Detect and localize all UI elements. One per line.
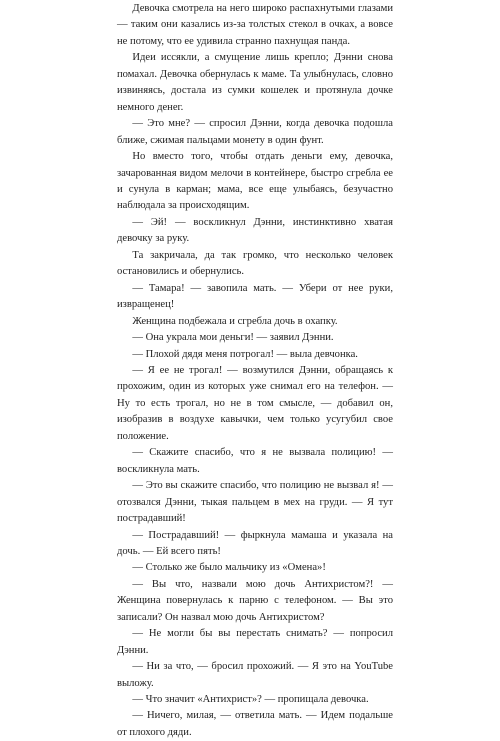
paragraph: — Ничего, милая, — ответила мать. — Идем подальше от плохого дяди. [117,710,393,738]
paragraph: — Это мне? — спросил Дэнни, когда девочка подошла ближе, сжимая пальцами монету в один фунт. [117,118,393,146]
paragraph: — Это вы скажите спасибо, что полицию не вызвал я! — отозвался Дэнни, тыкая пальцем в мех на груди. — Я тут пострадавший! [117,480,393,525]
paragraph: — Вы что, назвали мою дочь Антихристом?! — Женщина повернулась к парню с телефоном. — Вы это записали? Он назвал мою дочь Антихристом? [117,578,393,623]
paragraph: Женщина подбежала и сгребла дочь в охапку. [132,315,338,327]
paragraph: Идеи иссякли, а смущение лишь крепло; Дэнни снова помахал. Девочка обернулась к маме. Та улыбнулась, словно извиняясь, достала из сумки кошелек и протянула дочке немного денег. [117,52,393,113]
paragraph: — Пострадавший! — фыркнула мамаша и указала на дочь. — Ей всего пять! [117,529,393,557]
paragraph: — Скажите спасибо, что я не вызвала полицию! — воскликнула мать. [117,447,393,475]
paragraph: — Она украла мои деньги! — заявил Дэнни. [132,332,334,344]
paragraph: — Что значит «Антихрист»? — пропищала девочка. [132,694,369,706]
body-text [117,1,393,741]
paragraph: — Столько же было мальчику из «Омена»! [132,562,326,574]
paragraph: — Плохой дядя меня потрогал! — выла девчонка. [132,348,358,360]
paragraph: Та закричала, да так громко, что несколько человек остановились и обернулись. [117,249,393,278]
paragraph: — Тамара! — завопила мать. — Убери от нее руки, извращенец! [117,282,393,311]
paragraph: — Я ее не трогал! — возмутился Дэнни, обращаясь к прохожим, один из которых уже снимал его на телефон. — Ну то есть трогал, но не в том смысле, — добавил он, изобразив в воздухе кавычки, чем только усугубил свое положение. [117,364,393,442]
paragraph: Но вместо того, чтобы отдать деньги ему, девочка, зачарованная видом мелочи в контейнере, быстро сгребла ее и сунула в карман; мама, все еще улыбаясь, безучастно наблюдала за происходящим. [117,151,393,212]
paragraph: — Ни за что, — бросил прохожий. — Я это на YouTube выложу. [117,661,393,689]
paragraph: Девочка смотрела на него широко распахнутыми глазами — таким они казались из-за толстых стекол в очках, а вовсе не потому, что ее удивила странно пахнущая панда. [117,3,393,47]
paragraph: — Не могли бы вы перестать снимать? — попросил Дэнни. [117,628,393,656]
paragraph: — Эй! — воскликнул Дэнни, инстинктивно хватая девочку за руку. [117,216,393,245]
